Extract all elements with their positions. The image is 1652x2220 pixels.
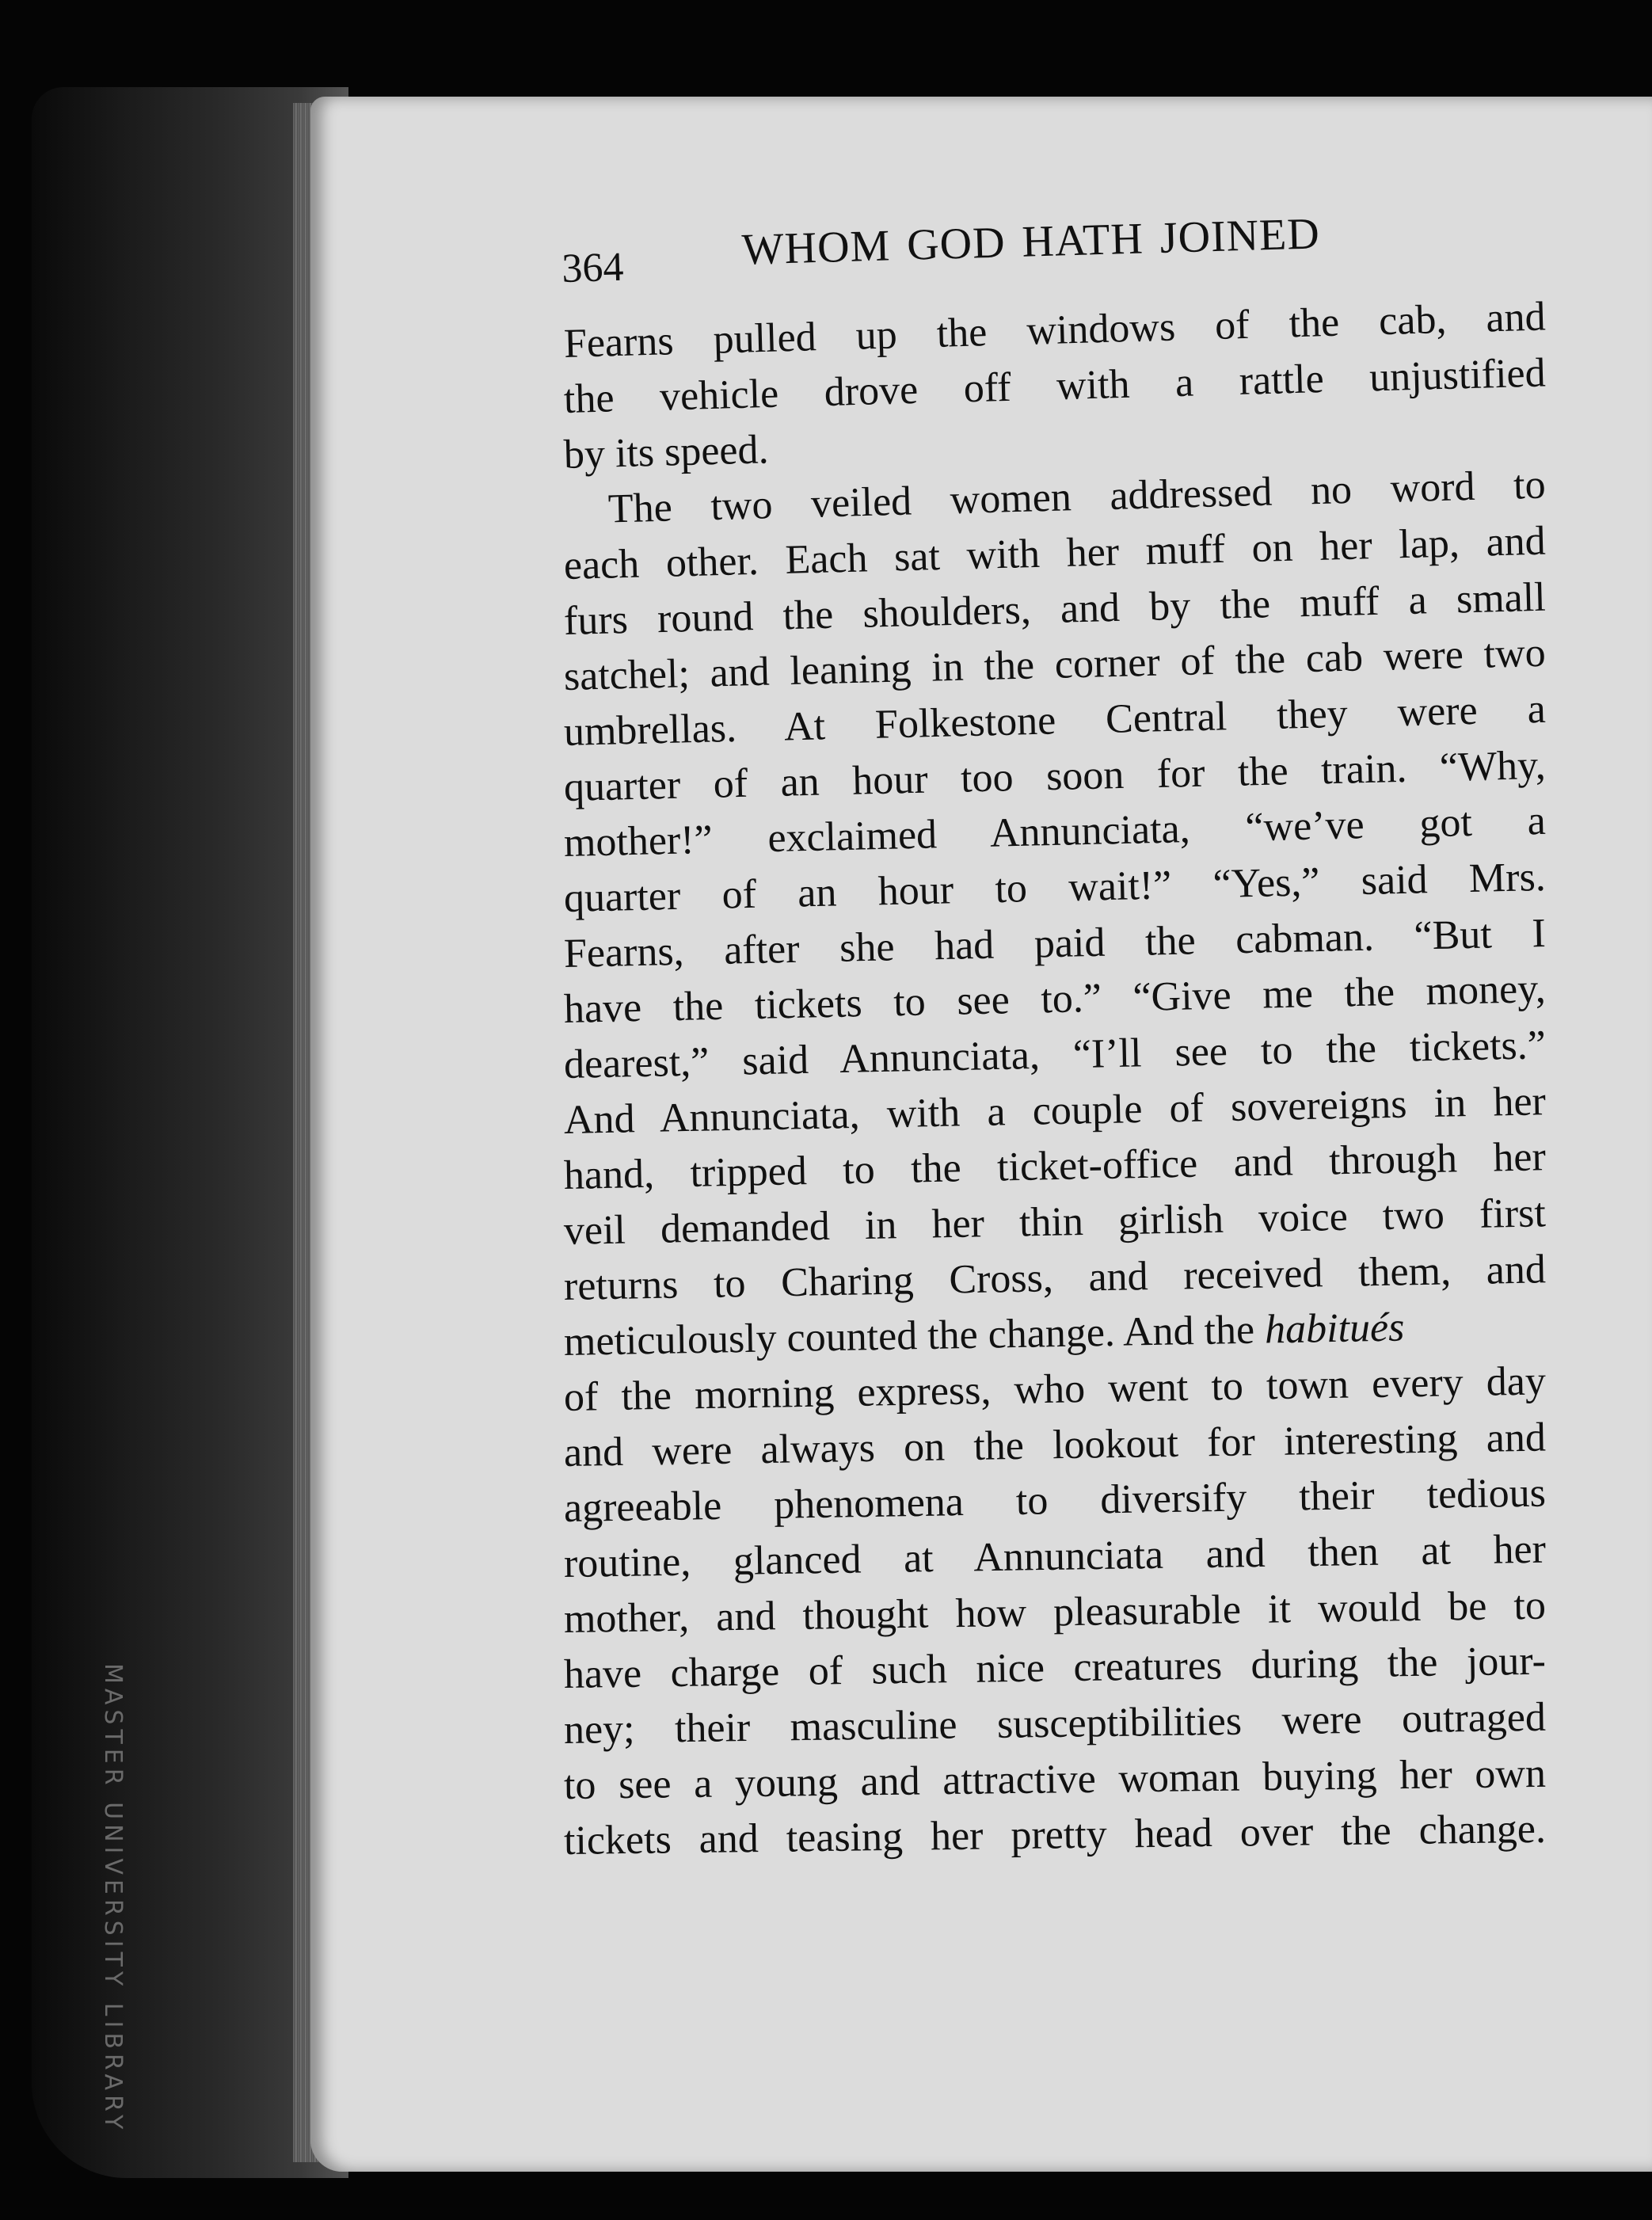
text-line: each other. Each sat with her muff on her lap, and [563,518,1547,588]
text-line: the vehicle drove off with a rattle unjustified [563,350,1547,422]
text-line: mother!” exclaimed Annunciata, “we’ve got a [563,798,1547,866]
text-line: ney; their masculine susceptibilities were outraged [563,1694,1547,1753]
spine-library-label: MASTER UNIVERSITY LIBRARY [99,1663,127,2134]
text-line: The two veiled women addressed no word to [607,462,1547,532]
page-number: 364 [561,244,625,291]
text-line: have charge of such nice creatures during the jour- [563,1638,1547,1697]
text-line: by its speed. [563,427,770,478]
text-line: agreeable phenomena to diversify their tedious [563,1470,1547,1531]
body-text [563,294,1547,1869]
text-line: returns to Charing Cross, and received them, and [563,1247,1547,1309]
text-line: tickets and teasing her pretty head over the change. [563,1806,1547,1864]
text-line: And Annunciata, with a couple of sovereigns in her [563,1079,1547,1143]
text-line: and were always on the lookout for interesting and [563,1415,1547,1476]
text-line: veil demanded in her thin girlish voice two first [563,1190,1547,1254]
text-line: satchel; and leaning in the corner of the cab were two [563,630,1547,699]
text-line: Fearns, after she had paid the cabman. “But I [563,911,1547,977]
text-line: dearest,” said Annunciata, “I’ll see to the tickets.” [563,1022,1547,1087]
text-line: umbrellas. At Folkestone Central they were a [563,686,1547,755]
running-head: WHOM GOD HATH JOINED [740,209,1321,275]
text-line: have the tickets to see to.” “Give me the money, [563,966,1547,1032]
text-line: mother, and thought how pleasurable it would be to [563,1582,1547,1642]
text-line: furs round the shoulders, and by the muff a small [563,574,1547,644]
text-line-segment: meticulously counted the change. And the [563,1307,1255,1365]
text-line: quarter of an hour too soon for the train. “Why, [563,742,1547,810]
text-line: hand, tripped to the ticket-office and through her [563,1134,1547,1198]
italic-word: habitués [1264,1304,1405,1353]
text-line: of the morning express, who went to town every day [563,1358,1547,1420]
text-line: Fearns pulled up the windows of the cab, and [563,294,1547,367]
text-line: to see a young and attractive woman buying her own [563,1750,1547,1808]
text-line: quarter of an hour to wait!” “Yes,” said Mrs. [563,854,1547,921]
text-line: routine, glanced at Annunciata and then at her [563,1526,1547,1586]
